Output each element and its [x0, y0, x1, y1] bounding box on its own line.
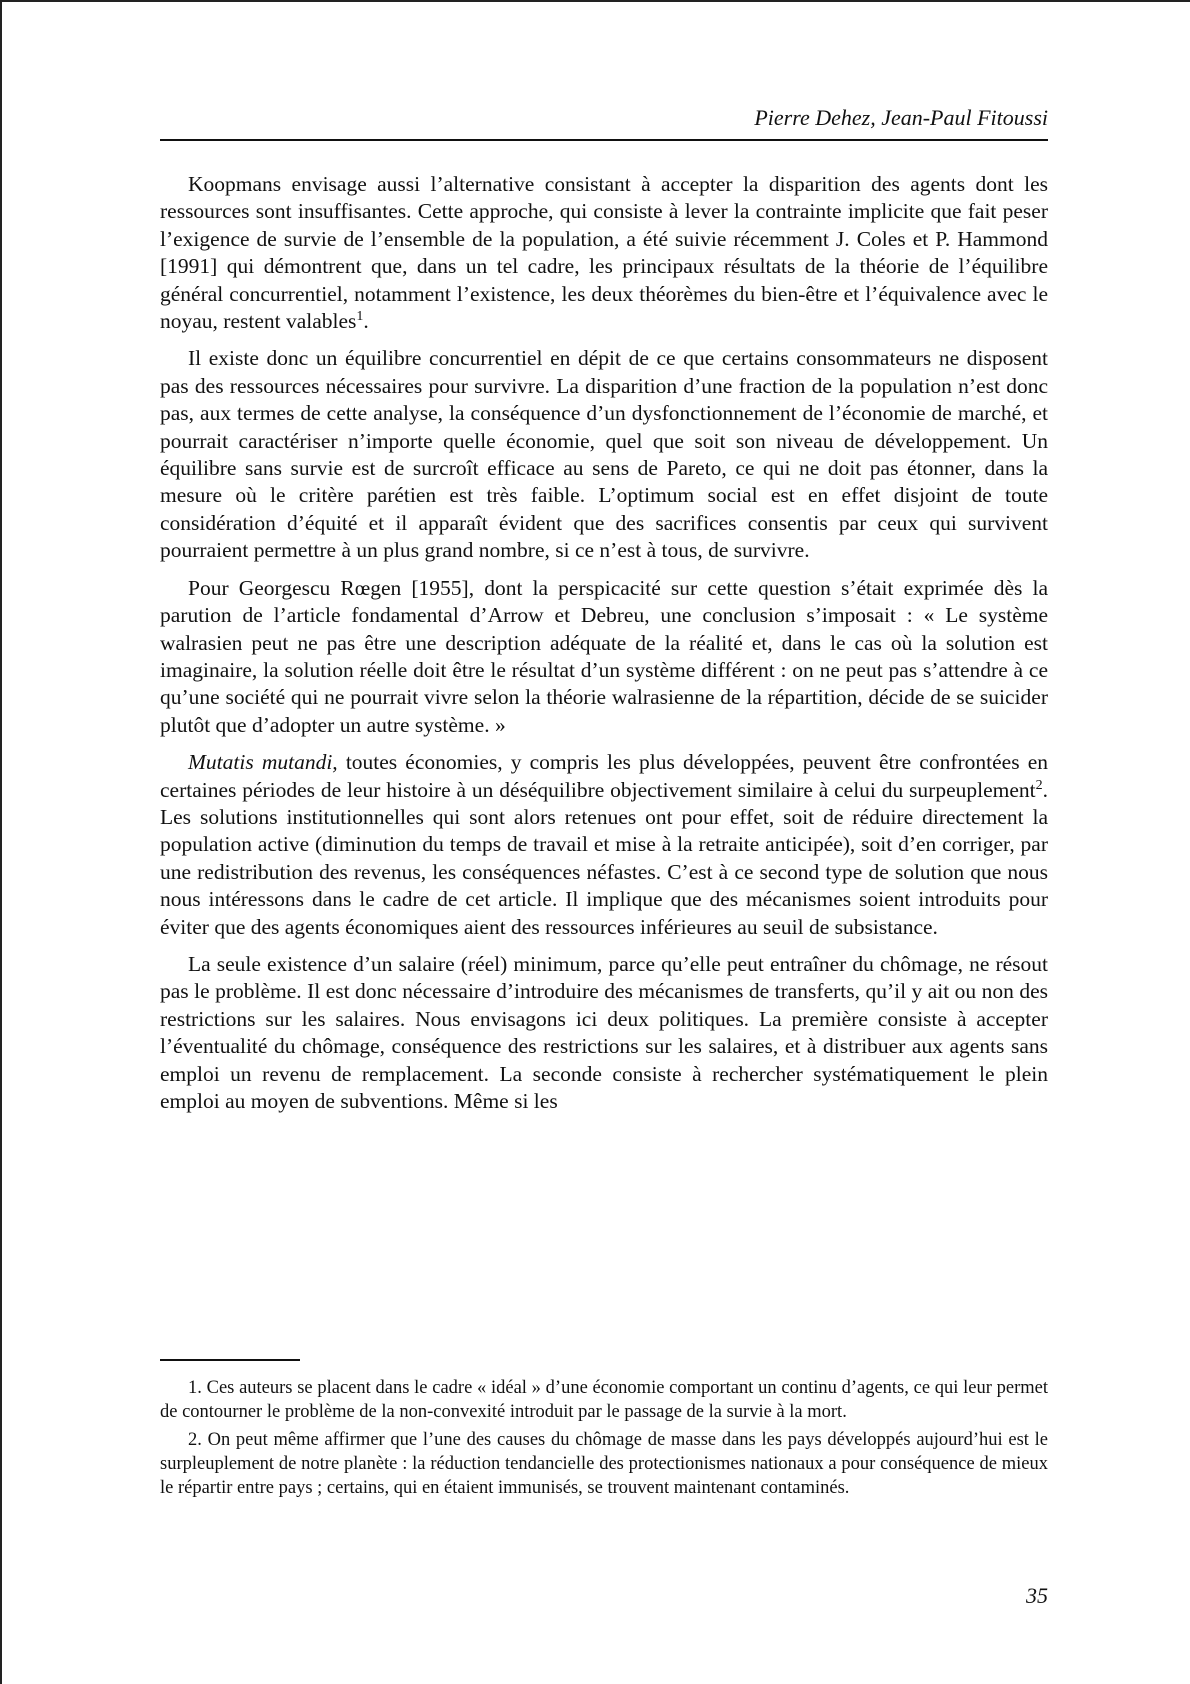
paragraph-1	[160, 171, 1048, 335]
footnote-1: 1. Ces auteurs se placent dans le cadre « idéal » d’une économie comportant un continu d’agents, ce qui leur permet de contourner le problème de la non-convexité introduit par le passage de la survie à la mort.	[160, 1378, 1048, 1422]
paragraph-1-text: Koopmans envisage aussi l’alternative consistant à accepter la disparition des agents dont les ressources sont insuffisantes. Cette approche, qui consiste à lever la contrainte implicite que fait peser l’exigence de survie de l’ensemble de la population, a été suivie récemment J. Coles et P. Hammond [1991] qui démontrent que, dans un tel cadre, les principaux résultats de la théorie de l’équilibre général concurrentiel, notamment l’existence, les deux théorèmes du bien-être et l’équivalence avec le noyau, restent valables	[160, 172, 1048, 334]
paragraph-5: La seule existence d’un salaire (réel) minimum, parce qu’elle peut entraîner du chômage, ne résout pas le problème. Il est donc nécessaire d’introduire des mécanismes de transferts, qu’il y ait ou non des restrictions sur les salaires. Nous envisagons ici deux politiques. La première consiste à accepter l’éventualité du chômage, conséquence des restrictions sur les salaires, et à distribuer aux agents sans emploi un revenu de remplacement. La seconde consiste à rechercher systématiquement le plein emploi au moyen de subventions. Même si les	[160, 951, 1048, 1113]
page-number: 35	[1026, 1583, 1048, 1608]
paragraph-4-text-a: toutes économies, y compris les plus développées, peuvent être confrontées en certaines périodes de leur histoire à un déséquilibre objectivement similaire à celui du surpeuplement	[160, 750, 1048, 802]
footnote-rule	[160, 1359, 300, 1361]
footnotes	[160, 1376, 1048, 1504]
paragraph-4	[160, 749, 1048, 941]
footnote-ref-1: 1	[356, 308, 364, 324]
footnote-ref-2: 2	[1035, 777, 1043, 793]
page-edge-left	[0, 0, 2, 1684]
paragraph-1-end: .	[363, 309, 369, 334]
header-rule	[160, 139, 1048, 141]
footnote-2: 2. On peut même affirmer que l’une des causes du chômage de masse dans les pays développés aujourd’hui est le surpleuplement de notre planète : la réduction tendancielle des protectionismes nationaux a pour conséquence de mieux le répartir entre pays ; certains, qui en étaient immunisés, se trouvent maintenant contaminés.	[160, 1430, 1048, 1498]
running-head: Pierre Dehez, Jean-Paul Fitoussi	[754, 105, 1048, 130]
paragraph-4-lead-italic: Mutatis mutandi,	[188, 750, 338, 775]
paragraph-2: Il existe donc un équilibre concurrentiel en dépit de ce que certains consommateurs ne disposent pas des ressources nécessaires pour survivre. La disparition d’une fraction de la population n’est donc pas, aux termes de cette analyse, la conséquence d’un dysfonctionnement de l’économie de marché, et pourrait caractériser n’importe quelle économie, quel que soit son niveau de développement. Un équilibre sans survie est de surcroît efficace au sens de Pareto, ce qui ne doit pas étonner, dans la mesure où le critère parétien est très faible. L’optimum social est en effet disjoint de toute considération d’équité et il apparaît évident que des sacrifices consentis par ceux qui survivent pourraient permettre à un plus grand nombre, si ce n’est à tous, de survivre.	[160, 346, 1048, 563]
page-edge-top	[0, 0, 1190, 2]
paragraph-3: Pour Georgescu Rœgen [1955], dont la perspicacité sur cette question s’était exprimée dès la parution de l’article fondamental d’Arrow et Debreu, une conclusion s’imposait : « Le système walrasien peut ne pas être une description adéquate de la réalité et, dans le cas où la solution est imaginaire, la solution réelle doit être le résultat d’un système différent : on ne peut pas s’attendre à ce qu’une société qui ne pourrait vivre selon la théorie walrasienne de la répartition, décide de se suicider plutôt que d’adopter un autre système. »	[160, 575, 1048, 737]
body-text	[160, 171, 1048, 1125]
paragraph-4-text-b: . Les solutions institutionnelles qui sont alors retenues ont pour effet, soit de réduire directement la population active (diminution du temps de travail et mise à la retraite anticipée), soit d’en corriger, par une redistribution des revenus, les conséquences néfastes. C’est à ce second type de solution que nous nous intéressons dans le cadre de cet article. Il implique que des mécanismes soient introduits pour éviter que des agents économiques aient des ressources inférieures au seuil de subsistance.	[160, 777, 1048, 939]
